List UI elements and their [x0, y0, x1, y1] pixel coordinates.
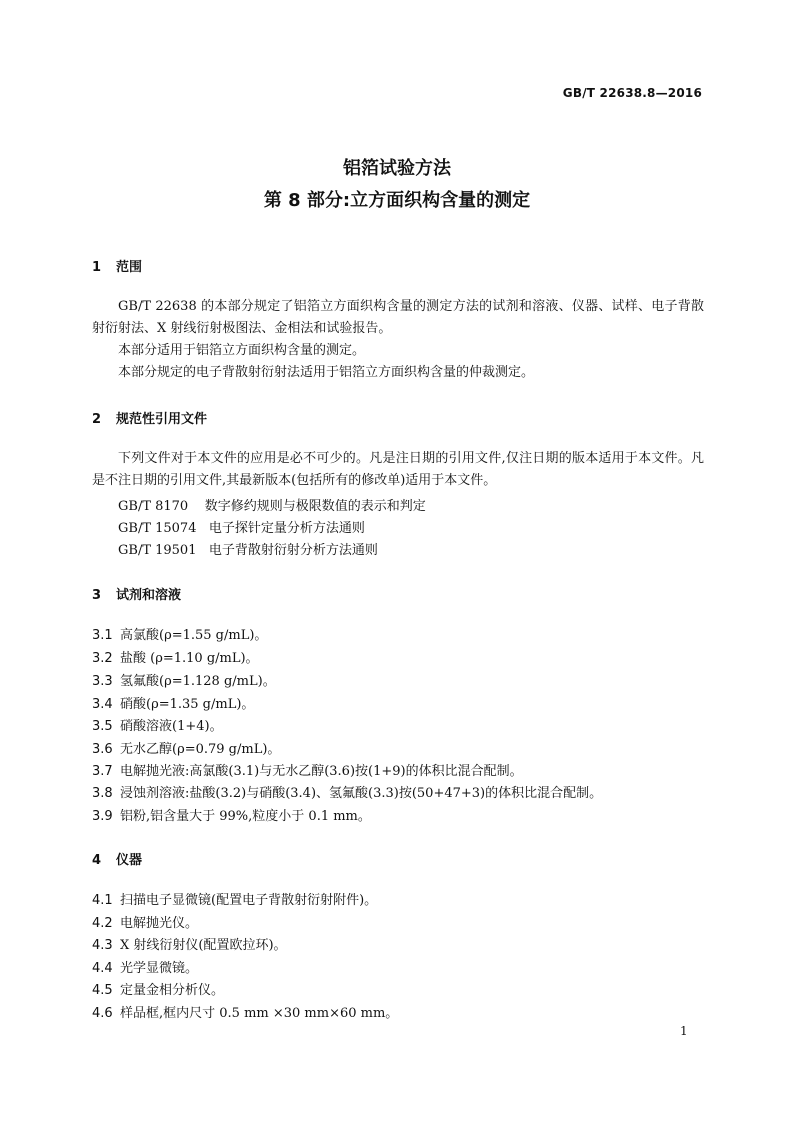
section-number: 3 — [92, 588, 102, 603]
reference-item: GB/T 8170 数字修约规则与极限数值的表示和判定 — [118, 499, 426, 514]
document-subtitle: 第 8 部分:立方面织构含量的测定 — [263, 190, 531, 211]
section-number: 1 — [92, 260, 102, 275]
section-heading-scope — [92, 256, 142, 275]
reagent-item: 3.2 盐酸 (ρ=1.10 g/mL)。 — [92, 651, 259, 666]
reagent-item: 3.4 硝酸(ρ=1.35 g/mL)。 — [92, 697, 255, 712]
scope-paragraph-3: 本部分规定的电子背散射衍射法适用于铝箔立方面织构含量的仲裁测定。 — [118, 365, 535, 380]
section-heading-normative-references — [92, 408, 207, 427]
reagent-item: 3.6 无水乙醇(ρ=0.79 g/mL)。 — [92, 742, 281, 757]
section-title: 仪器 — [116, 853, 143, 868]
reagent-item: 3.9 铝粉,铝含量大于 99%,粒度小于 0.1 mm。 — [92, 809, 371, 824]
apparatus-item: 4.3 X 射线衍射仪(配置欧拉环)。 — [92, 938, 287, 953]
apparatus-item: 4.6 样品框,框内尺寸 0.5 mm ×30 mm×60 mm。 — [92, 1006, 399, 1021]
reference-item: GB/T 19501 电子背散射衍射分析方法通则 — [118, 543, 378, 558]
reference-item: GB/T 15074 电子探针定量分析方法通则 — [118, 521, 365, 536]
reagent-item: 3.3 氢氟酸(ρ=1.128 g/mL)。 — [92, 674, 276, 689]
section-heading-reagents — [92, 584, 181, 603]
reagent-item: 3.7 电解抛光液:高氯酸(3.1)与无水乙醇(3.6)按(1+9)的体积比混合配制。 — [92, 764, 523, 779]
section-number: 2 — [92, 412, 102, 427]
section-title: 范围 — [116, 260, 143, 275]
standard-code-header: GB/T 22638.8—2016 — [562, 86, 702, 100]
reagent-item: 3.1 高氯酸(ρ=1.55 g/mL)。 — [92, 628, 268, 643]
references-paragraph: 下列文件对于本文件的应用是必不可少的。凡是注日期的引用文件,仅注日期的版本适用于本文件。凡是不注日期的引用文件,其最新版本(包括所有的修改单)适用于本文件。 — [92, 451, 704, 488]
reagent-item: 3.5 硝酸溶液(1+4)。 — [92, 719, 223, 734]
section-title: 规范性引用文件 — [116, 412, 208, 427]
document-title: 铝箔试验方法 — [343, 158, 451, 179]
scope-paragraph-2: 本部分适用于铝箔立方面织构含量的测定。 — [118, 343, 366, 358]
apparatus-item: 4.4 光学显微镜。 — [92, 961, 199, 976]
section-number: 4 — [92, 853, 102, 868]
scope-paragraph-1: GB/T 22638 的本部分规定了铝箔立方面织构含量的测定方法的试剂和溶液、仪器、试样、电子背散射衍射法、X 射线衍射极图法、金相法和试验报告。 — [92, 299, 704, 336]
apparatus-item: 4.1 扫描电子显微镜(配置电子背散射衍射附件)。 — [92, 893, 378, 908]
apparatus-item: 4.5 定量金相分析仪。 — [92, 983, 225, 998]
section-title: 试剂和溶液 — [116, 588, 182, 603]
section-heading-apparatus — [92, 849, 142, 868]
page-number: 1 — [680, 1024, 688, 1038]
apparatus-item: 4.2 电解抛光仪。 — [92, 916, 199, 931]
reagent-item: 3.8 浸蚀剂溶液:盐酸(3.2)与硝酸(3.4)、氢氟酸(3.3)按(50+47+3)的体积比混合配制。 — [92, 786, 603, 801]
